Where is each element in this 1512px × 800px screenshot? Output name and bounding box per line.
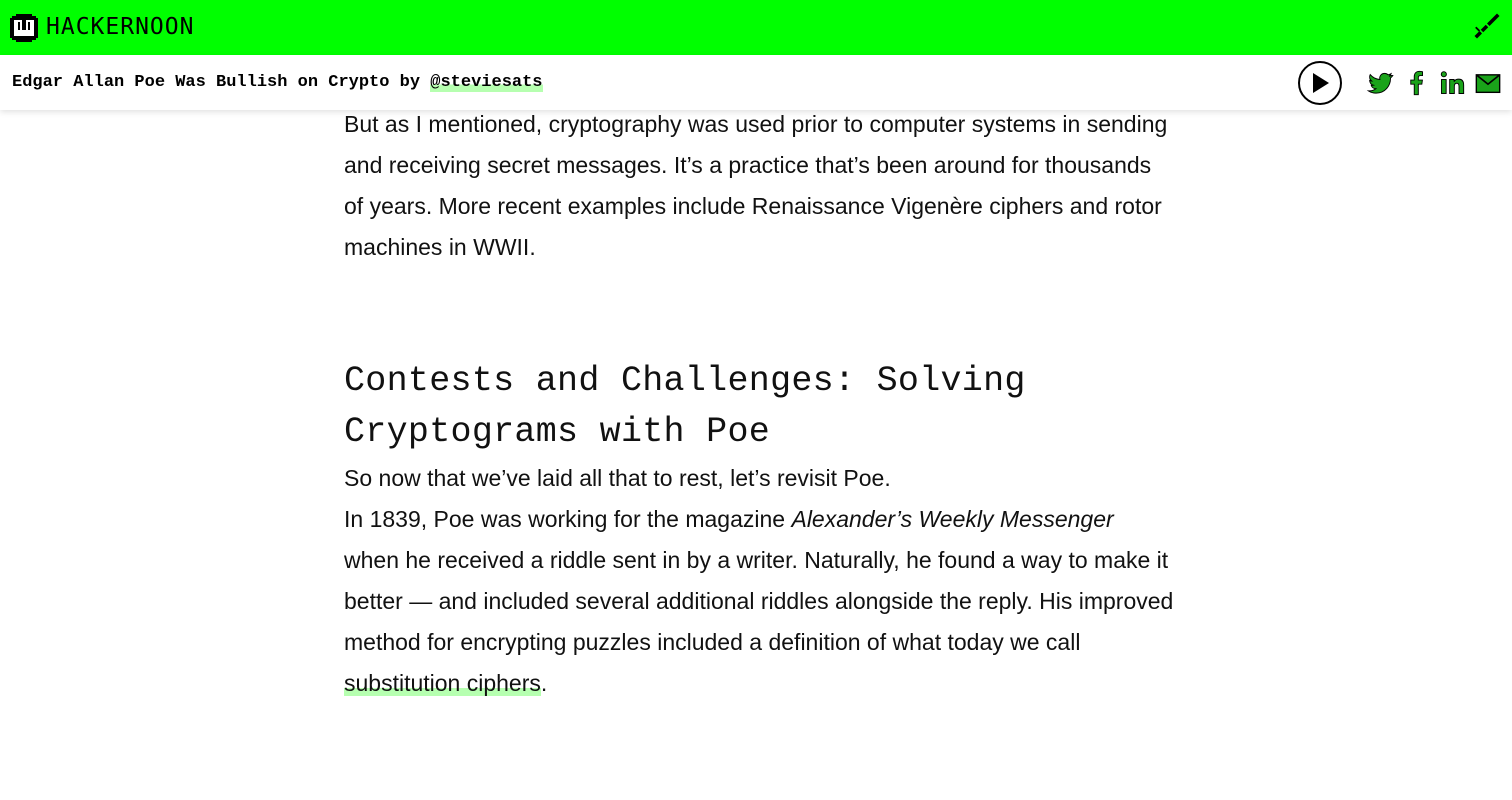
play-audio-button[interactable]: [1298, 61, 1342, 105]
paintbrush-icon[interactable]: [1472, 11, 1502, 41]
article-title: [12, 73, 543, 92]
article-body: [344, 104, 1174, 704]
share-bar: [1298, 59, 1502, 107]
paragraph: So now that we’ve laid all that to rest, let’s revisit Poe.: [344, 465, 891, 491]
article-title-bar: [0, 55, 1512, 110]
paragraph: But as I mentioned, cryptography was used prior to computer systems in sending and receiving secret messages. It’s a practice that’s been around for thousands of years. More recent examples include Renaissance Vigenère ciphers and rotor machines in WWII.: [344, 111, 1168, 260]
author-link[interactable]: @steviesats: [430, 73, 543, 92]
email-icon[interactable]: [1474, 69, 1502, 97]
brand-name: HACKERNOON: [46, 14, 195, 40]
twitter-icon[interactable]: [1366, 69, 1394, 97]
paragraph-text: In 1839, Poe was working for the magazine: [344, 506, 792, 532]
paragraph: [344, 499, 1174, 704]
article-title-text: Edgar Allan Poe Was Bullish on Crypto by: [12, 73, 431, 92]
section-heading: Contests and Challenges: Solving Cryptograms with Poe: [344, 361, 1026, 452]
play-icon: [1309, 71, 1331, 95]
hackernoon-logo-icon: [8, 12, 40, 44]
linkedin-icon[interactable]: [1438, 69, 1466, 97]
magazine-title: Alexander’s Weekly Messenger: [791, 506, 1114, 532]
brand-logo[interactable]: [8, 8, 194, 48]
substitution-ciphers-link[interactable]: substitution ciphers: [344, 670, 541, 696]
paragraph-text: when he received a riddle sent in by a writer. Naturally, he found a way to make it better — and included several additional riddles alongside the reply. His improved method for encrypting puzzles included a definition of what today we call: [344, 547, 1174, 655]
paragraph-text: .: [540, 670, 548, 696]
facebook-icon[interactable]: [1402, 69, 1430, 97]
top-bar: [0, 0, 1512, 55]
